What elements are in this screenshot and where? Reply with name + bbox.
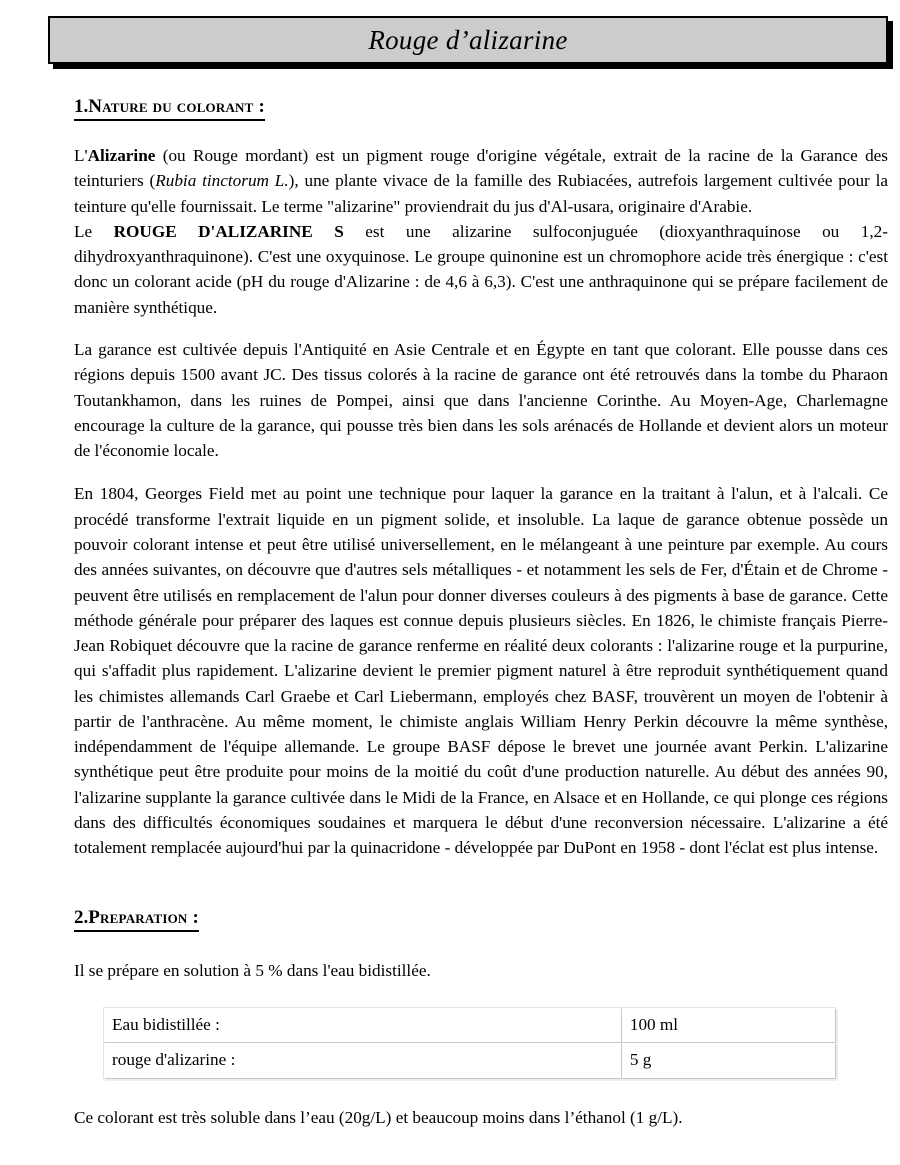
page-title: Rouge d’alizarine <box>368 24 568 55</box>
run-text: ), une plante vivace de la famille des Rubiacées, autrefois largement cultivée pour la teinture qu'elle fournissait. Le terme "alizarine" proviendrait du jus d'Al-usara, originaire d'Arabie. <box>74 171 889 216</box>
section-1-heading-row <box>74 96 888 121</box>
table-cell-value: 5 g <box>622 1043 836 1078</box>
run-text: Le <box>74 221 114 241</box>
paragraph-alizarine-definition <box>74 143 888 219</box>
section-2-heading <box>74 907 199 932</box>
section-1-heading <box>74 96 265 121</box>
paragraph-synthesis-history: En 1804, Georges Field met au point une technique pour laquer la garance en la traitant à l'alun, et à l'alcali. Ce procédé transforme l'extrait liquide en un pigment solide, et insoluble. La laque de garance obtenue possède un pouvoir colorant intense et peut être utilisé universellement, en le mélangeant à une peinture par exemple. Au cours des années suivantes, on découvre que d'autres sels métalliques - et notamment les sels de Fer, d'Étain et de Chrome - peuvent être utilisés en remplacement de l'alun pour donner diverses couleurs à des pigments à base de garance. Cette méthode générale pour préparer des laques est connue depuis plusieurs siècles. En 1826, le chimiste français Pierre-Jean Robiquet découvre que la racine de garance renferme en réalité deux colorants : l'alizarine rouge et la purpurine, qui s'affadit plus rapidement. L'alizarine devient le premier pigment naturel à être reproduit synthétiquement quand les chimistes allemands Carl Graebe et Carl Liebermann, employés chez BASF, trouvèrent un moyen de l'obtenir à partir de l'anthracène. Au même moment, le chimiste anglais William Henry Perkin découvre la même synthèse, indépendamment de l'équipe allemande. Le groupe BASF dépose le brevet une journée avant Perkin. L'alizarine synthétique peut être produite pour moins de la moitié du coût d'une production naturelle. Au début des années 90, l'alizarine supplante la garance cultivée dans le Midi de la France, en Alsace et en Hollande, ce qui plonge ces régions dans des difficultés économiques soudaines et marquera le début d'une reconversion nécessaire. L'alizarine a été totalement remplacée aujourd'hui par la quinacridone - développée par DuPont en 1958 - dont l'éclat est plus intense. <box>74 484 888 858</box>
table-cell-label: rouge d'alizarine : <box>104 1043 622 1078</box>
title-box <box>48 16 888 64</box>
run-italic-rubia-tinctorum: Rubia tinctorum L. <box>155 171 289 191</box>
paragraph-garance-history: La garance est cultivée depuis l'Antiquité en Asie Centrale et en Égypte en tant que colorant. Elle pousse dans ces régions depuis 1500 avant JC. Des tissus colorés à la racine de garance ont été retrouvés dans la tombe du Pharaon Toutankhamon, dans les ruines de Pompei, ainsi que dans l'ancienne Corinthe. Au Moyen-Age, Charlemagne encourage la culture de la garance, qui pousse très bien dans les sols arénacés de Hollande et devient alors un moteur de l'économie locale. <box>74 339 888 461</box>
run-text: (ou Rouge mordant) est un pigment rouge d'origine végétale, extrait de la racine de la Garance des teinturiers ( <box>74 146 888 191</box>
section-1-title: Nature du colorant : <box>88 96 265 117</box>
table-row <box>104 1043 836 1078</box>
preparation-table <box>103 1007 836 1079</box>
run-bold-rouge-alizarine-s: ROUGE D'ALIZARINE S <box>113 221 344 241</box>
section-2-heading-row <box>74 907 888 932</box>
table-cell-value: 100 ml <box>622 1008 836 1043</box>
table-row <box>104 1008 836 1043</box>
run-bold-alizarine: Alizarine <box>87 146 156 165</box>
solubility-note: Ce colorant est très soluble dans l’eau (20g/L) et beaucoup moins dans l’éthanol (1 g/L). <box>74 1107 683 1127</box>
run-text: L' <box>74 146 88 165</box>
paragraph-rouge-alizarine-s <box>74 219 888 320</box>
document-title-banner <box>48 16 888 64</box>
section-1-number: 1. <box>74 96 89 117</box>
table-cell-label: Eau bidistillée : <box>104 1008 622 1043</box>
document-content <box>74 96 888 1130</box>
run-text: est une alizarine sulfoconjuguée (dioxyanthraquinose ou 1,2-dihydroxyanthraquinone). C'est une oxyquinose. Le groupe quinonine est un chromophore acide très énergique : c'est donc un colorant acide (pH du rouge d'Alizarine : de 4,6 à 6,3). C'est une anthraquinone qui se prépare facilement de manière synthétique. <box>74 221 888 317</box>
preparation-table-body <box>104 1008 836 1079</box>
section-2-number: 2. <box>74 906 89 928</box>
preparation-intro-text: Il se prépare en solution à 5 % dans l'eau bidistillée. <box>74 960 431 980</box>
section-2-title: Preparation : <box>88 906 199 928</box>
